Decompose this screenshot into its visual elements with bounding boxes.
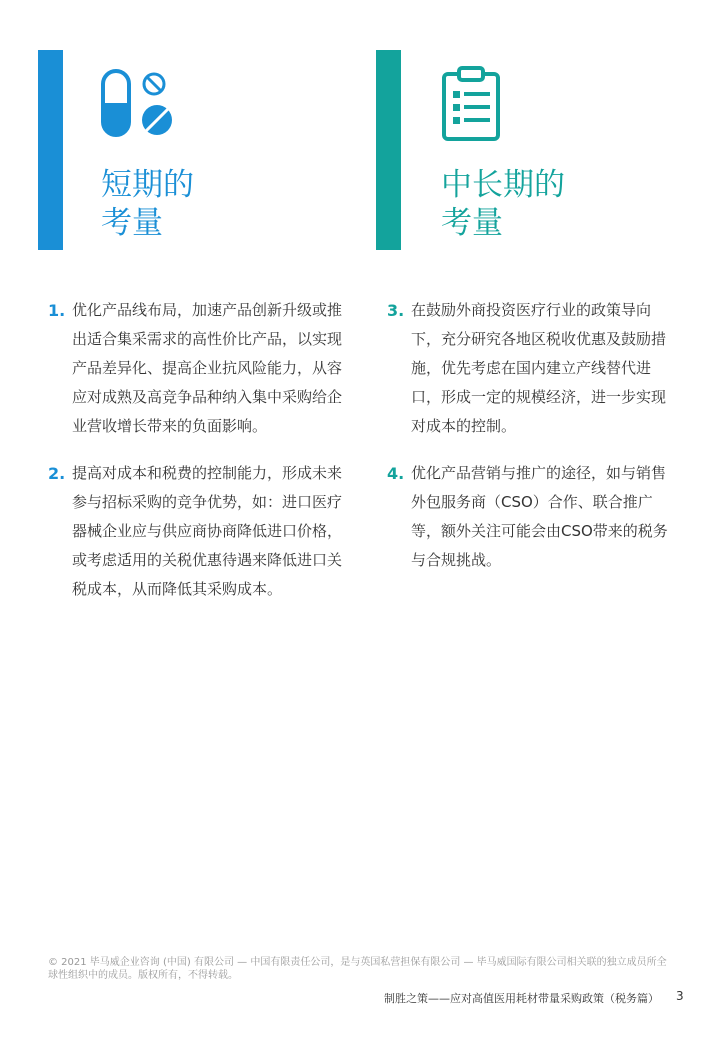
accent-bar-left <box>38 50 63 250</box>
long-term-heading: 中长期的 考量 <box>441 167 565 241</box>
page-number: 3 <box>676 989 684 1003</box>
item-number: 4. <box>387 464 405 483</box>
list-item <box>48 459 348 604</box>
list-item <box>48 296 348 441</box>
item-number: 1. <box>48 301 66 320</box>
long-term-list <box>387 296 677 593</box>
item-text: 在鼓励外商投资医疗行业的政策导向下，充分研究各地区税收优惠及鼓励措施，优先考虑在国内建立产线替代进口，形成一定的规模经济，进一步实现对成本的控制。 <box>411 301 667 435</box>
item-text: 优化产品线布局，加速产品创新升级或推出适合集采需求的高性价比产品，以实现产品差异化、提高企业抗风险能力，从容应对成熟及高竞争品种纳入集中采购给企业营收增长带来的负面影响。 <box>72 301 343 435</box>
short-term-list <box>48 296 348 622</box>
footer-document-title: 制胜之策——应对高值医用耗材带量采购政策（税务篇） <box>384 992 659 1005</box>
list-item <box>387 459 677 575</box>
item-number: 3. <box>387 301 405 320</box>
pills-icon <box>100 68 175 138</box>
item-text: 提高对成本和税费的控制能力，形成未来参与招标采购的竞争优势，如：进口医疗器械企业应与供应商协商降低进口价格，或考虑适用的关税优惠待遇来降低进口关税成本，从而降低其采购成本。 <box>72 464 343 598</box>
list-item <box>387 296 677 441</box>
item-number: 2. <box>48 464 66 483</box>
accent-bar-right <box>376 50 401 250</box>
item-text: 优化产品营销与推广的途径，如与销售外包服务商（CSO）合作、联合推广等，额外关注可能会由CSO带来的税务与合规挑战。 <box>411 464 668 569</box>
short-term-heading: 短期的 考量 <box>101 167 194 241</box>
copyright-notice: © 2021 毕马威企业咨询 (中国) 有限公司 — 中国有限责任公司，是与英国私营担保有限公司 — 毕马威国际有限公司相关联的独立成员所全球性组织中的成员。版权所有，不得转载。 <box>48 957 667 981</box>
clipboard-checklist-icon <box>441 66 501 142</box>
